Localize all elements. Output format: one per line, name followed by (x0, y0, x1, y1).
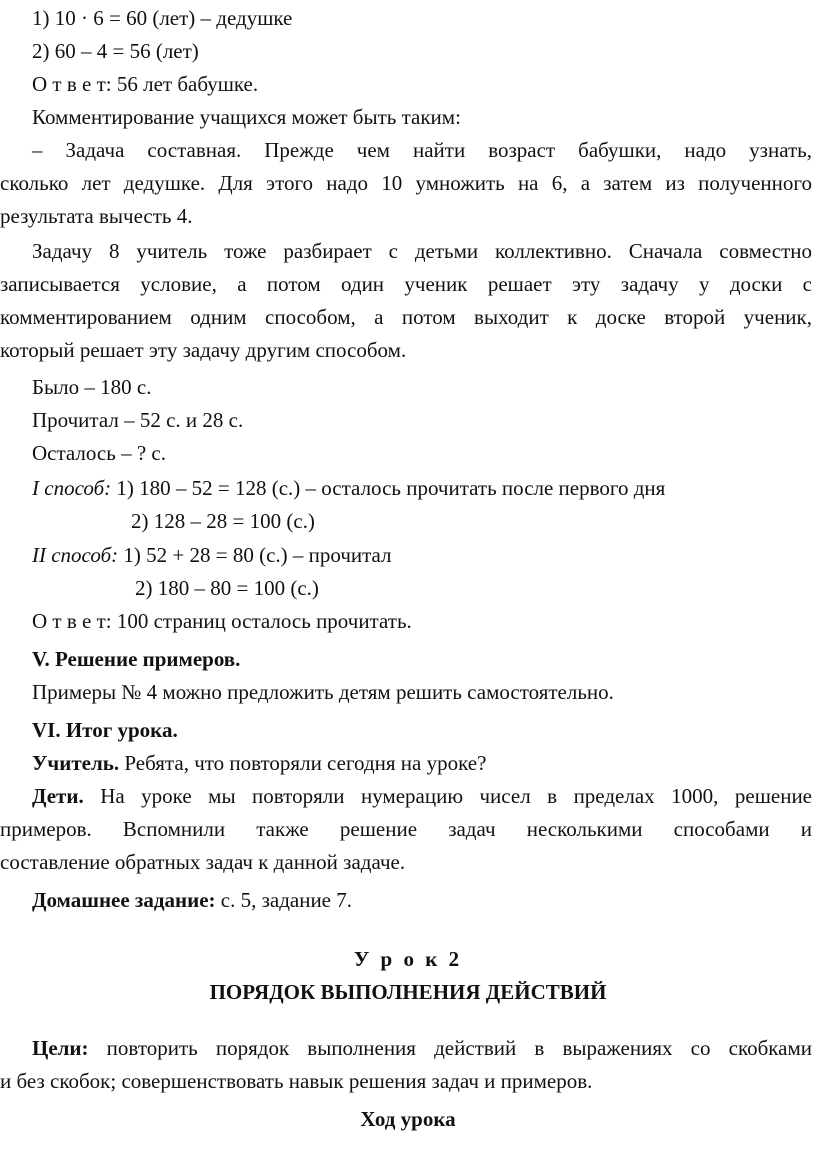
teacher-label: Учитель. (32, 751, 120, 775)
goals-line-2: и без скобок; совершенствовать навык решения задач и примеров. (0, 1069, 593, 1093)
kids-line-2: примеров. Вспомнили также решение задач несколькими способами и (0, 817, 812, 841)
way-2-step-2: 2) 180 – 80 = 100 (с.) (135, 576, 319, 600)
answer-line-2 (32, 607, 812, 635)
way-1-line (32, 474, 812, 502)
comment-line-3: результата вычесть 4. (0, 204, 193, 228)
condition-left: Осталось – ? с. (32, 441, 166, 465)
answer-line-1 (32, 70, 812, 98)
way-2-line (32, 541, 812, 569)
goals-label: Цели: (32, 1036, 89, 1060)
condition-was: Было – 180 с. (32, 375, 152, 399)
comment-line-2: сколько лет дедушке. Для этого надо 10 умножить на 6, а затем из полученного (0, 171, 812, 195)
goals-line-1 (32, 1034, 812, 1062)
condition-read: Прочитал – 52 с. и 28 с. (32, 408, 244, 432)
kids-line-3: составление обратных задач к данной задаче. (0, 850, 406, 874)
section-5-text: Примеры № 4 можно предложить детям решить самостоятельно. (32, 680, 614, 704)
answer-label: О т в е т: (32, 609, 112, 633)
comment-intro: Комментирование учащихся может быть таким: (32, 105, 461, 129)
way-2-label: II способ: (32, 543, 119, 567)
lesson-title: ПОРЯДОК ВЫПОЛНЕНИЯ ДЕЙСТВИЙ (209, 980, 607, 1004)
homework-text: с. 5, задание 7. (215, 888, 353, 912)
solution-step-2: 2) 60 – 4 = 56 (лет) (32, 39, 199, 63)
paragraph-line-2: записывается условие, а потом один ученик решает эту задачу у доски с (0, 272, 812, 296)
solution-step-1: 1) 10 · 6 = 60 (лет) – дедушке (32, 6, 293, 30)
kids-text: На уроке мы повторяли нумерацию чисел в пределах 1000, решение (83, 784, 812, 808)
homework-label: Домашнее задание: (32, 888, 216, 912)
way-2-text: 1) 52 + 28 = 80 (с.) – прочитал (118, 543, 392, 567)
kids-line-1 (32, 782, 812, 810)
paragraph-line-1: Задачу 8 учитель тоже разбирает с детьми коллективно. Сначала совместно (32, 239, 812, 263)
answer-label: О т в е т: (32, 72, 112, 96)
paragraph-line-3: комментированием одним способом, а потом выходит к доске второй ученик, (0, 305, 812, 329)
way-1-step-2: 2) 128 – 28 = 100 (с.) (131, 509, 315, 533)
teacher-text: Ребята, что повторяли сегодня на уроке? (119, 751, 487, 775)
comment-line-1: – Задача составная. Прежде чем найти возраст бабушки, надо узнать, (32, 138, 812, 162)
paragraph-line-4: который решает эту задачу другим способом. (0, 338, 407, 362)
kids-label: Дети. (32, 784, 84, 808)
goals-text: повторить порядок выполнения действий в выражениях со скобками (88, 1036, 812, 1060)
answer-text: 100 страниц осталось прочитать. (111, 609, 412, 633)
way-1-label: I способ: (32, 476, 112, 500)
way-1-text: 1) 180 – 52 = 128 (с.) – осталось прочитать после первого дня (111, 476, 666, 500)
section-heading-6: VI. Итог урока. (32, 718, 178, 742)
lesson-course-heading: Ход урока (360, 1107, 456, 1131)
answer-text: 56 лет бабушке. (111, 72, 259, 96)
lesson-number: У р о к 2 (353, 947, 463, 971)
teacher-line (32, 749, 812, 777)
homework-line (32, 886, 812, 914)
section-heading-5: V. Решение примеров. (32, 647, 241, 671)
